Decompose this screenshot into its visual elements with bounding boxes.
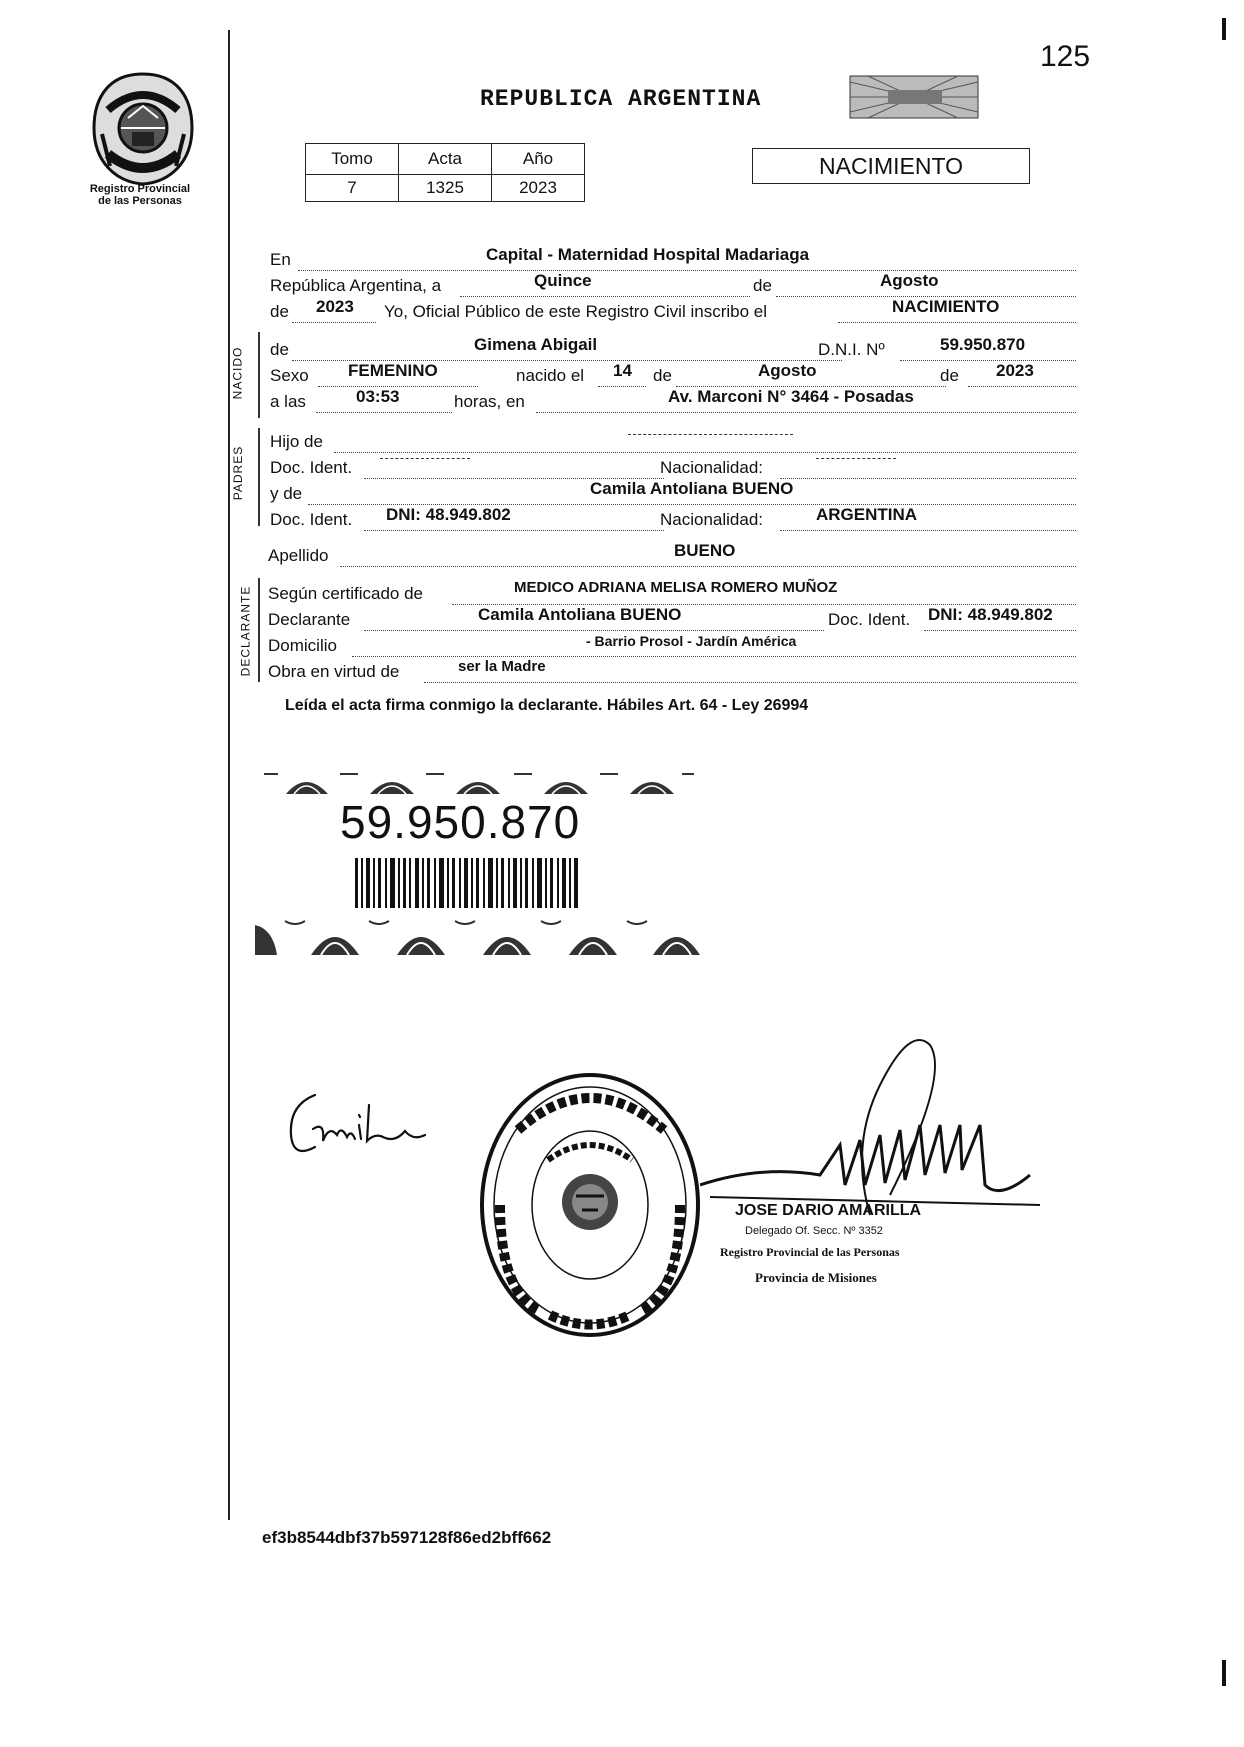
oficial-text: Yo, Oficial Público de este Registro Civil inscribo el bbox=[384, 302, 767, 321]
acta-value: 1325 bbox=[399, 175, 492, 202]
certificado-medico: MEDICO ADRIANA MELISA ROMERO MUÑOZ bbox=[514, 579, 838, 596]
security-stamp-icon bbox=[848, 70, 982, 122]
registro-seal bbox=[478, 1070, 702, 1340]
anio-inscripcion: 2023 bbox=[316, 297, 354, 316]
dni-printed: 59.950.870 bbox=[340, 796, 581, 848]
label-horas: horas, en bbox=[454, 392, 525, 411]
label-en: En bbox=[270, 250, 291, 269]
page-edge-mark bbox=[1222, 18, 1226, 40]
label-de-1: de bbox=[753, 276, 772, 295]
label-nacido-de: de bbox=[270, 340, 289, 359]
row-nacido-hora bbox=[268, 387, 1076, 416]
barcode bbox=[355, 858, 580, 908]
document-type-box: NACIMIENTO bbox=[752, 148, 1030, 184]
row-en bbox=[268, 245, 1076, 274]
row-madre-doc bbox=[268, 505, 1076, 534]
tipo-inscripcion: NACIMIENTO bbox=[892, 297, 1000, 316]
declarante-signature bbox=[285, 1085, 435, 1165]
label-de-a: de bbox=[653, 366, 672, 385]
label-nacionalidad-madre: Nacionalidad: bbox=[660, 510, 764, 529]
obra-declarante: ser la Madre bbox=[458, 658, 546, 675]
row-obra bbox=[268, 658, 1076, 686]
apellido: BUENO bbox=[674, 541, 736, 560]
dia-nacimiento: 14 bbox=[613, 361, 632, 380]
row-anio bbox=[268, 297, 1076, 326]
registro-table bbox=[305, 143, 585, 202]
row-domicilio bbox=[268, 633, 1076, 660]
section-padres: PADRES bbox=[231, 445, 246, 501]
label-doc-ident-padre: Doc. Ident. bbox=[270, 458, 353, 477]
padre-doc-blank bbox=[380, 458, 470, 459]
dia-inscripcion: Quince bbox=[534, 271, 592, 290]
declarante-bracket bbox=[258, 578, 260, 682]
domicilio-declarante: - Barrio Prosol - Jardín América bbox=[586, 633, 797, 649]
label-doc-ident-madre: Doc. Ident. bbox=[270, 510, 353, 529]
section-nacido: NACIDO bbox=[230, 346, 245, 400]
section-declarante: DECLARANTE bbox=[238, 585, 253, 677]
doc-madre: DNI: 48.949.802 bbox=[386, 505, 511, 524]
document-title: REPUBLICA ARGENTINA bbox=[480, 86, 762, 112]
security-pattern-top bbox=[258, 768, 698, 798]
label-sexo: Sexo bbox=[270, 366, 309, 385]
label-nacionalidad-padre: Nacionalidad: bbox=[660, 458, 764, 477]
oficial-name: JOSE DARIO AMARILLA bbox=[735, 1202, 922, 1219]
nacionalidad-madre: ARGENTINA bbox=[816, 505, 918, 524]
label-domicilio: Domicilio bbox=[268, 636, 337, 655]
row-declarante bbox=[268, 605, 1076, 634]
document-hash: ef3b8544dbf37b597128f86ed2bff662 bbox=[262, 1528, 552, 1547]
label-de-2: de bbox=[270, 302, 289, 321]
padre-blank bbox=[628, 434, 793, 435]
page-edge-mark-bottom bbox=[1222, 1660, 1226, 1686]
label-doc-declarante: Doc. Ident. bbox=[828, 610, 911, 629]
anio-nacimiento: 2023 bbox=[996, 361, 1034, 380]
padres-bracket bbox=[258, 428, 260, 526]
label-republica: República Argentina, a bbox=[270, 276, 442, 295]
sexo-nacido: FEMENINO bbox=[348, 361, 438, 380]
oficial-cargo: Delegado Of. Secc. Nº 3352 bbox=[745, 1225, 883, 1237]
nacido-bracket bbox=[258, 332, 260, 418]
label-certificado: Según certificado de bbox=[268, 584, 423, 603]
anio-header: Año bbox=[492, 144, 585, 175]
security-pattern-bottom bbox=[255, 915, 700, 957]
mes-nacimiento: Agosto bbox=[758, 361, 817, 380]
nombre-nacido: Gimena Abigail bbox=[474, 335, 598, 354]
doc-declarante: DNI: 48.949.802 bbox=[928, 605, 1053, 624]
nombre-madre: Camila Antoliana BUENO bbox=[590, 479, 794, 498]
page-number: 125 bbox=[1040, 40, 1091, 73]
acta-header: Acta bbox=[399, 144, 492, 175]
registro-provincial-logo bbox=[88, 70, 198, 188]
oficial-registro: Registro Provincial de las Personas bbox=[720, 1245, 900, 1259]
label-dni: D.N.I. Nº bbox=[818, 340, 885, 359]
row-hijo-de bbox=[268, 432, 1076, 456]
margin-line bbox=[228, 30, 230, 1520]
tomo-value: 7 bbox=[306, 175, 399, 202]
label-nacido-el: nacido el bbox=[516, 366, 585, 385]
logo-caption: Registro Provincial de las Personas bbox=[89, 183, 191, 207]
label-hijo-de: Hijo de bbox=[270, 432, 323, 451]
mes-inscripcion: Agosto bbox=[880, 271, 939, 290]
label-apellido: Apellido bbox=[268, 546, 329, 565]
label-obra: Obra en virtud de bbox=[268, 662, 400, 681]
lectura-acta-text: Leída el acta firma conmigo la declarante. Hábiles Art. 64 - Ley 26994 bbox=[285, 697, 809, 714]
dni-nacido: 59.950.870 bbox=[940, 335, 1026, 354]
hora-nacimiento: 03:53 bbox=[356, 387, 400, 406]
oficial-provincia: Provincia de Misiones bbox=[755, 1270, 877, 1285]
row-apellido bbox=[268, 541, 1076, 570]
label-a-las: a las bbox=[270, 392, 306, 411]
anio-value: 2023 bbox=[492, 175, 585, 202]
lugar-nacimiento: Av. Marconi N° 3464 - Posadas bbox=[668, 387, 914, 406]
padre-nac-blank bbox=[816, 458, 896, 459]
tomo-header: Tomo bbox=[306, 144, 399, 175]
nombre-declarante: Camila Antoliana BUENO bbox=[478, 605, 682, 624]
label-y-de: y de bbox=[270, 484, 303, 503]
label-declarante: Declarante bbox=[268, 610, 351, 629]
label-de-b: de bbox=[940, 366, 959, 385]
lugar-inscripcion: Capital - Maternidad Hospital Madariaga bbox=[486, 245, 810, 264]
